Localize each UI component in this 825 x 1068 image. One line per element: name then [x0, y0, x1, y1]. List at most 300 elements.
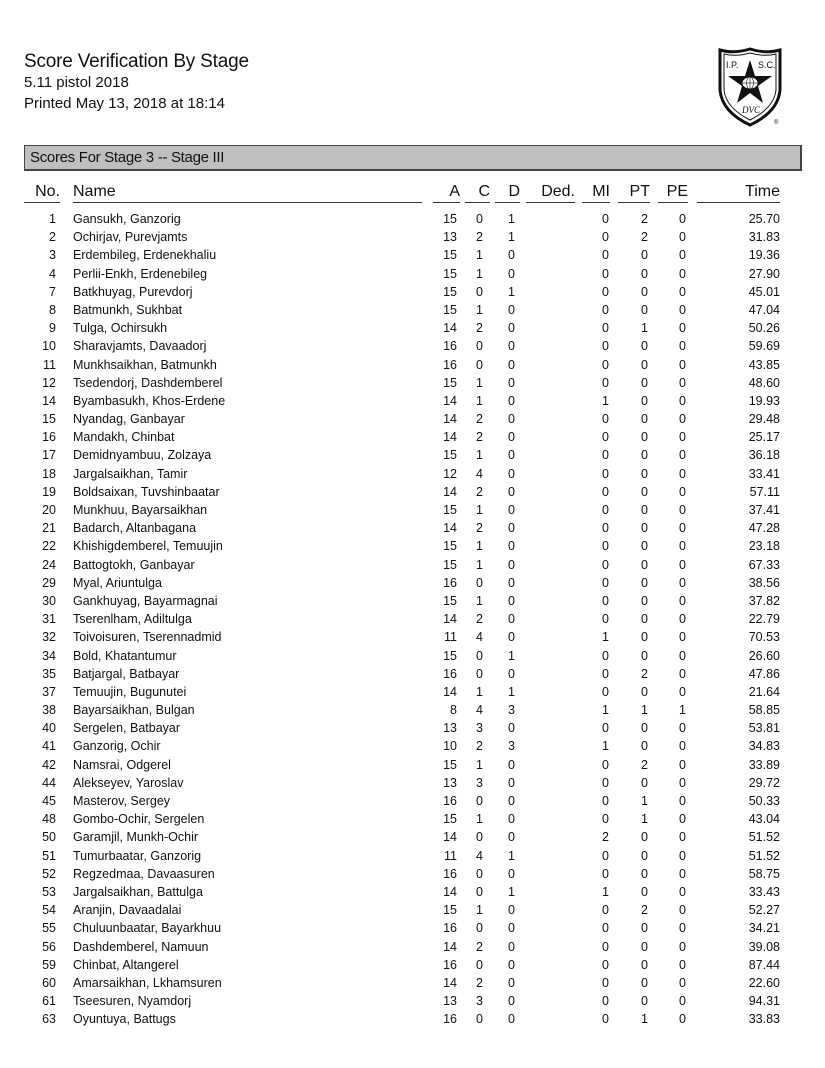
a-hits: 14 — [443, 939, 457, 954]
misses: 0 — [602, 539, 609, 554]
a-hits: 15 — [443, 903, 457, 918]
a-hits: 16 — [443, 666, 457, 681]
competitor-number: 4 — [49, 266, 56, 281]
competitor-name: Bayarsaikhan, Bulgan — [73, 703, 195, 718]
a-hits: 14 — [443, 830, 457, 845]
table-row — [0, 792, 825, 810]
a-hits: 15 — [443, 539, 457, 554]
d-hits: 1 — [508, 684, 515, 699]
time: 33.89 — [748, 757, 780, 772]
misses: 1 — [602, 739, 609, 754]
procedurals: 0 — [641, 412, 648, 427]
misses: 0 — [602, 612, 609, 627]
penalties: 0 — [679, 521, 686, 536]
d-hits: 0 — [508, 321, 515, 336]
competitor-name: Ochirjav, Purevjamts — [73, 230, 188, 245]
competitor-name: Tsedendorj, Dashdemberel — [73, 375, 223, 390]
competitor-number: 18 — [42, 466, 56, 481]
competitor-name: Alekseyev, Yaroslav — [73, 775, 184, 790]
c-hits: 0 — [476, 921, 483, 936]
competitor-name: Demidnyambuu, Zolzaya — [73, 448, 212, 463]
table-row — [0, 537, 825, 555]
c-hits: 0 — [476, 575, 483, 590]
competitor-name: Battogtokh, Ganbayar — [73, 557, 195, 572]
procedurals: 1 — [641, 321, 648, 336]
procedurals: 0 — [641, 503, 648, 517]
table-row — [0, 810, 825, 828]
procedurals: 1 — [641, 703, 648, 718]
a-hits: 16 — [443, 794, 457, 808]
competitor-number: 8 — [49, 302, 56, 317]
time: 27.90 — [748, 266, 780, 281]
procedurals: 0 — [641, 593, 648, 608]
time: 47.04 — [748, 302, 780, 317]
misses: 0 — [602, 375, 609, 390]
table-row — [0, 356, 825, 374]
c-hits: 1 — [476, 375, 483, 390]
time: 52.27 — [748, 903, 780, 918]
competitor-name: Erdembileg, Erdenekhaliu — [73, 248, 217, 263]
c-hits: 2 — [476, 230, 483, 245]
penalties: 0 — [679, 539, 686, 554]
d-hits: 0 — [508, 903, 515, 918]
table-row — [0, 446, 825, 464]
d-hits: 0 — [508, 448, 515, 463]
procedurals: 2 — [641, 230, 648, 245]
table-row — [0, 519, 825, 537]
d-hits: 0 — [508, 1012, 515, 1027]
competitor-number: 56 — [42, 939, 56, 954]
procedurals: 0 — [641, 848, 648, 863]
misses: 0 — [602, 412, 609, 427]
c-hits: 2 — [476, 521, 483, 536]
table-row — [0, 228, 825, 246]
column-header-c: C — [465, 183, 490, 203]
a-hits: 12 — [443, 466, 457, 481]
penalties: 0 — [679, 484, 686, 499]
a-hits: 14 — [443, 975, 457, 990]
d-hits: 0 — [508, 575, 515, 590]
competitor-name: Batmunkh, Sukhbat — [73, 302, 183, 317]
a-hits: 11 — [444, 848, 457, 863]
competitor-name: Chinbat, Altangerel — [73, 957, 179, 972]
competitor-name: Gombo-Ochir, Sergelen — [73, 812, 205, 827]
competitor-number: 37 — [42, 684, 56, 699]
misses: 2 — [602, 830, 609, 845]
procedurals: 0 — [641, 921, 648, 936]
table-row — [0, 410, 825, 428]
competitor-number: 40 — [42, 721, 56, 736]
competitor-name: Batjargal, Batbayar — [73, 666, 180, 681]
competitor-name: Tulga, Ochirsukh — [73, 321, 168, 336]
competitor-number: 9 — [49, 321, 56, 336]
procedurals: 0 — [641, 575, 648, 590]
table-row — [0, 665, 825, 683]
penalties: 0 — [679, 957, 686, 972]
a-hits: 15 — [443, 812, 457, 827]
table-row — [0, 974, 825, 992]
table-row — [0, 210, 825, 228]
c-hits: 2 — [476, 484, 483, 499]
time: 57.11 — [749, 484, 780, 499]
competitor-name: Jargalsaikhan, Battulga — [73, 884, 203, 899]
a-hits: 15 — [443, 593, 457, 608]
competitor-number: 11 — [43, 357, 56, 372]
time: 22.60 — [748, 975, 780, 990]
penalties: 0 — [679, 503, 686, 517]
d-hits: 1 — [508, 884, 515, 899]
competitor-number: 1 — [49, 212, 56, 226]
misses: 0 — [602, 430, 609, 445]
c-hits: 2 — [476, 939, 483, 954]
d-hits: 0 — [508, 812, 515, 827]
misses: 0 — [602, 339, 609, 354]
competitor-number: 60 — [42, 975, 56, 990]
competitor-number: 7 — [49, 284, 56, 299]
misses: 1 — [602, 703, 609, 718]
competitor-number: 54 — [42, 903, 56, 918]
misses: 0 — [602, 248, 609, 263]
a-hits: 15 — [443, 375, 457, 390]
c-hits: 4 — [476, 848, 483, 863]
d-hits: 0 — [508, 775, 515, 790]
time: 43.04 — [748, 812, 780, 827]
table-row — [0, 919, 825, 937]
competitor-number: 31 — [42, 612, 56, 627]
competitor-number: 53 — [42, 884, 56, 899]
c-hits: 2 — [476, 430, 483, 445]
misses: 0 — [602, 302, 609, 317]
c-hits: 1 — [476, 593, 483, 608]
penalties: 0 — [679, 448, 686, 463]
procedurals: 0 — [641, 721, 648, 736]
penalties: 0 — [679, 430, 686, 445]
misses: 0 — [602, 848, 609, 863]
misses: 0 — [602, 321, 609, 336]
a-hits: 16 — [443, 339, 457, 354]
penalties: 0 — [679, 866, 686, 881]
c-hits: 2 — [476, 321, 483, 336]
competitor-number: 10 — [42, 339, 56, 354]
misses: 0 — [602, 484, 609, 499]
c-hits: 3 — [476, 721, 483, 736]
competitor-number: 50 — [42, 830, 56, 845]
a-hits: 15 — [443, 757, 457, 772]
a-hits: 14 — [443, 612, 457, 627]
competitor-number: 12 — [42, 375, 56, 390]
penalties: 0 — [679, 630, 686, 645]
competitor-name: Oyuntuya, Battugs — [73, 1012, 176, 1027]
a-hits: 14 — [443, 521, 457, 536]
competitor-number: 16 — [42, 430, 56, 445]
a-hits: 15 — [443, 212, 457, 226]
misses: 0 — [602, 994, 609, 1009]
competitor-name: Myal, Ariuntulga — [73, 575, 162, 590]
penalties: 0 — [679, 903, 686, 918]
procedurals: 0 — [641, 484, 648, 499]
table-row — [0, 501, 825, 519]
competitor-name: Sergelen, Batbayar — [73, 721, 181, 736]
table-row — [0, 992, 825, 1010]
procedurals: 0 — [641, 884, 648, 899]
procedurals: 0 — [641, 739, 648, 754]
time: 59.69 — [748, 339, 780, 354]
c-hits: 2 — [476, 612, 483, 627]
c-hits: 1 — [476, 302, 483, 317]
misses: 0 — [602, 212, 609, 226]
procedurals: 0 — [641, 448, 648, 463]
procedurals: 0 — [641, 557, 648, 572]
table-row — [0, 265, 825, 283]
misses: 0 — [602, 721, 609, 736]
time: 58.85 — [748, 703, 780, 718]
misses: 0 — [602, 357, 609, 372]
misses: 1 — [602, 630, 609, 645]
competitor-name: Tumurbaatar, Ganzorig — [73, 848, 202, 863]
a-hits: 15 — [443, 284, 457, 299]
time: 19.93 — [748, 393, 780, 408]
a-hits: 15 — [443, 302, 457, 317]
penalties: 0 — [679, 357, 686, 372]
competitor-number: 63 — [42, 1012, 56, 1027]
c-hits: 0 — [476, 212, 483, 226]
misses: 0 — [602, 666, 609, 681]
penalties: 0 — [679, 393, 686, 408]
penalties: 0 — [679, 812, 686, 827]
d-hits: 0 — [508, 248, 515, 263]
c-hits: 2 — [476, 412, 483, 427]
penalties: 0 — [679, 412, 686, 427]
table-row — [0, 374, 825, 392]
a-hits: 16 — [443, 957, 457, 972]
a-hits: 8 — [450, 703, 457, 718]
time: 22.79 — [748, 612, 780, 627]
penalties: 0 — [679, 939, 686, 954]
time: 58.75 — [748, 866, 780, 881]
time: 34.21 — [748, 921, 780, 936]
misses: 0 — [602, 1012, 609, 1027]
misses: 0 — [602, 957, 609, 972]
competitor-number: 32 — [42, 630, 56, 645]
d-hits: 0 — [508, 666, 515, 681]
c-hits: 1 — [476, 812, 483, 827]
misses: 0 — [602, 648, 609, 663]
c-hits: 1 — [476, 248, 483, 263]
misses: 0 — [602, 448, 609, 463]
procedurals: 0 — [641, 939, 648, 954]
table-row — [0, 737, 825, 755]
competitor-number: 59 — [42, 957, 56, 972]
procedurals: 0 — [641, 775, 648, 790]
printed-timestamp: Printed May 13, 2018 at 18:14 — [24, 95, 225, 112]
time: 37.41 — [748, 503, 780, 517]
competitor-number: 21 — [42, 521, 56, 536]
misses: 0 — [602, 866, 609, 881]
time: 87.44 — [748, 957, 780, 972]
time: 21.64 — [748, 684, 780, 699]
logo-registered-mark: ® — [774, 120, 779, 126]
penalties: 0 — [679, 230, 686, 245]
competitor-name: Chuluunbaatar, Bayarkhuu — [73, 921, 222, 936]
d-hits: 0 — [508, 975, 515, 990]
column-header-name: Name — [73, 183, 422, 203]
penalties: 0 — [679, 757, 686, 772]
misses: 0 — [602, 266, 609, 281]
a-hits: 15 — [443, 648, 457, 663]
d-hits: 1 — [508, 212, 515, 226]
competitor-name: Sharavjamts, Davaadorj — [73, 339, 207, 354]
table-row — [0, 610, 825, 628]
competitor-name: Nyandag, Ganbayar — [73, 412, 185, 427]
competitor-number: 24 — [42, 557, 56, 572]
table-row — [0, 774, 825, 792]
procedurals: 1 — [641, 1012, 648, 1027]
d-hits: 0 — [508, 994, 515, 1009]
time: 33.43 — [748, 884, 780, 899]
procedurals: 0 — [641, 684, 648, 699]
a-hits: 16 — [443, 866, 457, 881]
table-row — [0, 683, 825, 701]
penalties: 0 — [679, 684, 686, 699]
d-hits: 0 — [508, 957, 515, 972]
penalties: 0 — [679, 612, 686, 627]
match-name: 5.11 pistol 2018 — [24, 74, 129, 91]
competitor-name: Boldsaixan, Tuvshinbaatar — [73, 484, 220, 499]
misses: 0 — [602, 921, 609, 936]
competitor-name: Batkhuyag, Purevdorj — [73, 284, 193, 299]
procedurals: 0 — [641, 357, 648, 372]
d-hits: 0 — [508, 721, 515, 736]
penalties: 0 — [679, 921, 686, 936]
penalties: 0 — [679, 302, 686, 317]
procedurals: 0 — [641, 248, 648, 263]
c-hits: 1 — [476, 266, 483, 281]
a-hits: 14 — [443, 412, 457, 427]
procedurals: 0 — [641, 430, 648, 445]
table-row — [0, 956, 825, 974]
time: 23.18 — [748, 539, 780, 554]
competitor-number: 38 — [42, 703, 56, 718]
penalties: 0 — [679, 1012, 686, 1027]
d-hits: 0 — [508, 939, 515, 954]
c-hits: 4 — [476, 703, 483, 718]
competitor-number: 52 — [42, 866, 56, 881]
competitor-name: Khishigdemberel, Temuujin — [73, 539, 223, 554]
table-row — [0, 756, 825, 774]
penalties: 0 — [679, 975, 686, 990]
competitor-number: 51 — [42, 848, 56, 863]
competitor-number: 22 — [42, 539, 56, 554]
a-hits: 13 — [443, 775, 457, 790]
d-hits: 0 — [508, 866, 515, 881]
misses: 0 — [602, 939, 609, 954]
competitor-number: 30 — [42, 593, 56, 608]
misses: 0 — [602, 593, 609, 608]
stage-title-bar — [24, 145, 802, 171]
penalties: 0 — [679, 648, 686, 663]
competitor-number: 29 — [42, 575, 56, 590]
d-hits: 0 — [508, 557, 515, 572]
procedurals: 0 — [641, 975, 648, 990]
procedurals: 0 — [641, 630, 648, 645]
a-hits: 15 — [443, 557, 457, 572]
penalties: 0 — [679, 830, 686, 845]
d-hits: 1 — [508, 230, 515, 245]
competitor-name: Temuujin, Bugunutei — [73, 684, 187, 699]
procedurals: 0 — [641, 266, 648, 281]
competitor-number: 17 — [42, 448, 56, 463]
d-hits: 0 — [508, 302, 515, 317]
procedurals: 0 — [641, 339, 648, 354]
time: 39.08 — [748, 939, 780, 954]
c-hits: 1 — [476, 557, 483, 572]
procedurals: 2 — [641, 666, 648, 681]
time: 94.31 — [748, 994, 780, 1009]
c-hits: 0 — [476, 794, 483, 808]
table-row — [0, 319, 825, 337]
table-row — [0, 938, 825, 956]
c-hits: 2 — [476, 975, 483, 990]
d-hits: 0 — [508, 521, 515, 536]
procedurals: 0 — [641, 612, 648, 627]
d-hits: 0 — [508, 375, 515, 390]
competitor-name: Tseesuren, Nyamdorj — [73, 994, 192, 1009]
penalties: 0 — [679, 248, 686, 263]
procedurals: 0 — [641, 466, 648, 481]
table-row — [0, 337, 825, 355]
competitor-number: 34 — [42, 648, 56, 663]
table-row — [0, 847, 825, 865]
d-hits: 0 — [508, 393, 515, 408]
c-hits: 0 — [476, 957, 483, 972]
penalties: 0 — [679, 557, 686, 572]
competitor-name: Byambasukh, Khos-Erdene — [73, 393, 226, 408]
competitor-name: Tserenlham, Adiltulga — [73, 612, 192, 627]
time: 53.81 — [748, 721, 780, 736]
c-hits: 1 — [476, 393, 483, 408]
penalties: 0 — [679, 666, 686, 681]
competitor-name: Perlii-Enkh, Erdenebileg — [73, 266, 208, 281]
competitor-name: Dashdemberel, Namuun — [73, 939, 209, 954]
time: 37.82 — [748, 593, 780, 608]
table-row — [0, 592, 825, 610]
column-header-a: A — [433, 183, 460, 203]
time: 25.70 — [748, 212, 780, 226]
table-row — [0, 574, 825, 592]
report-title: Score Verification By Stage — [24, 51, 249, 72]
table-row — [0, 301, 825, 319]
d-hits: 0 — [508, 266, 515, 281]
c-hits: 1 — [476, 684, 483, 699]
table-row — [0, 483, 825, 501]
d-hits: 1 — [508, 648, 515, 663]
logo-right-text: S.C. — [758, 60, 776, 70]
competitor-name: Regzedmaa, Davaasuren — [73, 866, 215, 881]
competitor-name: Badarch, Altanbagana — [73, 521, 197, 536]
a-hits: 14 — [443, 393, 457, 408]
time: 33.41 — [748, 466, 780, 481]
competitor-number: 44 — [42, 775, 56, 790]
d-hits: 3 — [508, 739, 515, 754]
d-hits: 0 — [508, 503, 515, 517]
time: 51.52 — [748, 830, 780, 845]
d-hits: 0 — [508, 484, 515, 499]
table-row — [0, 647, 825, 665]
procedurals: 1 — [641, 794, 648, 808]
competitor-name: Namsrai, Odgerel — [73, 757, 171, 772]
misses: 0 — [602, 975, 609, 990]
penalties: 0 — [679, 266, 686, 281]
